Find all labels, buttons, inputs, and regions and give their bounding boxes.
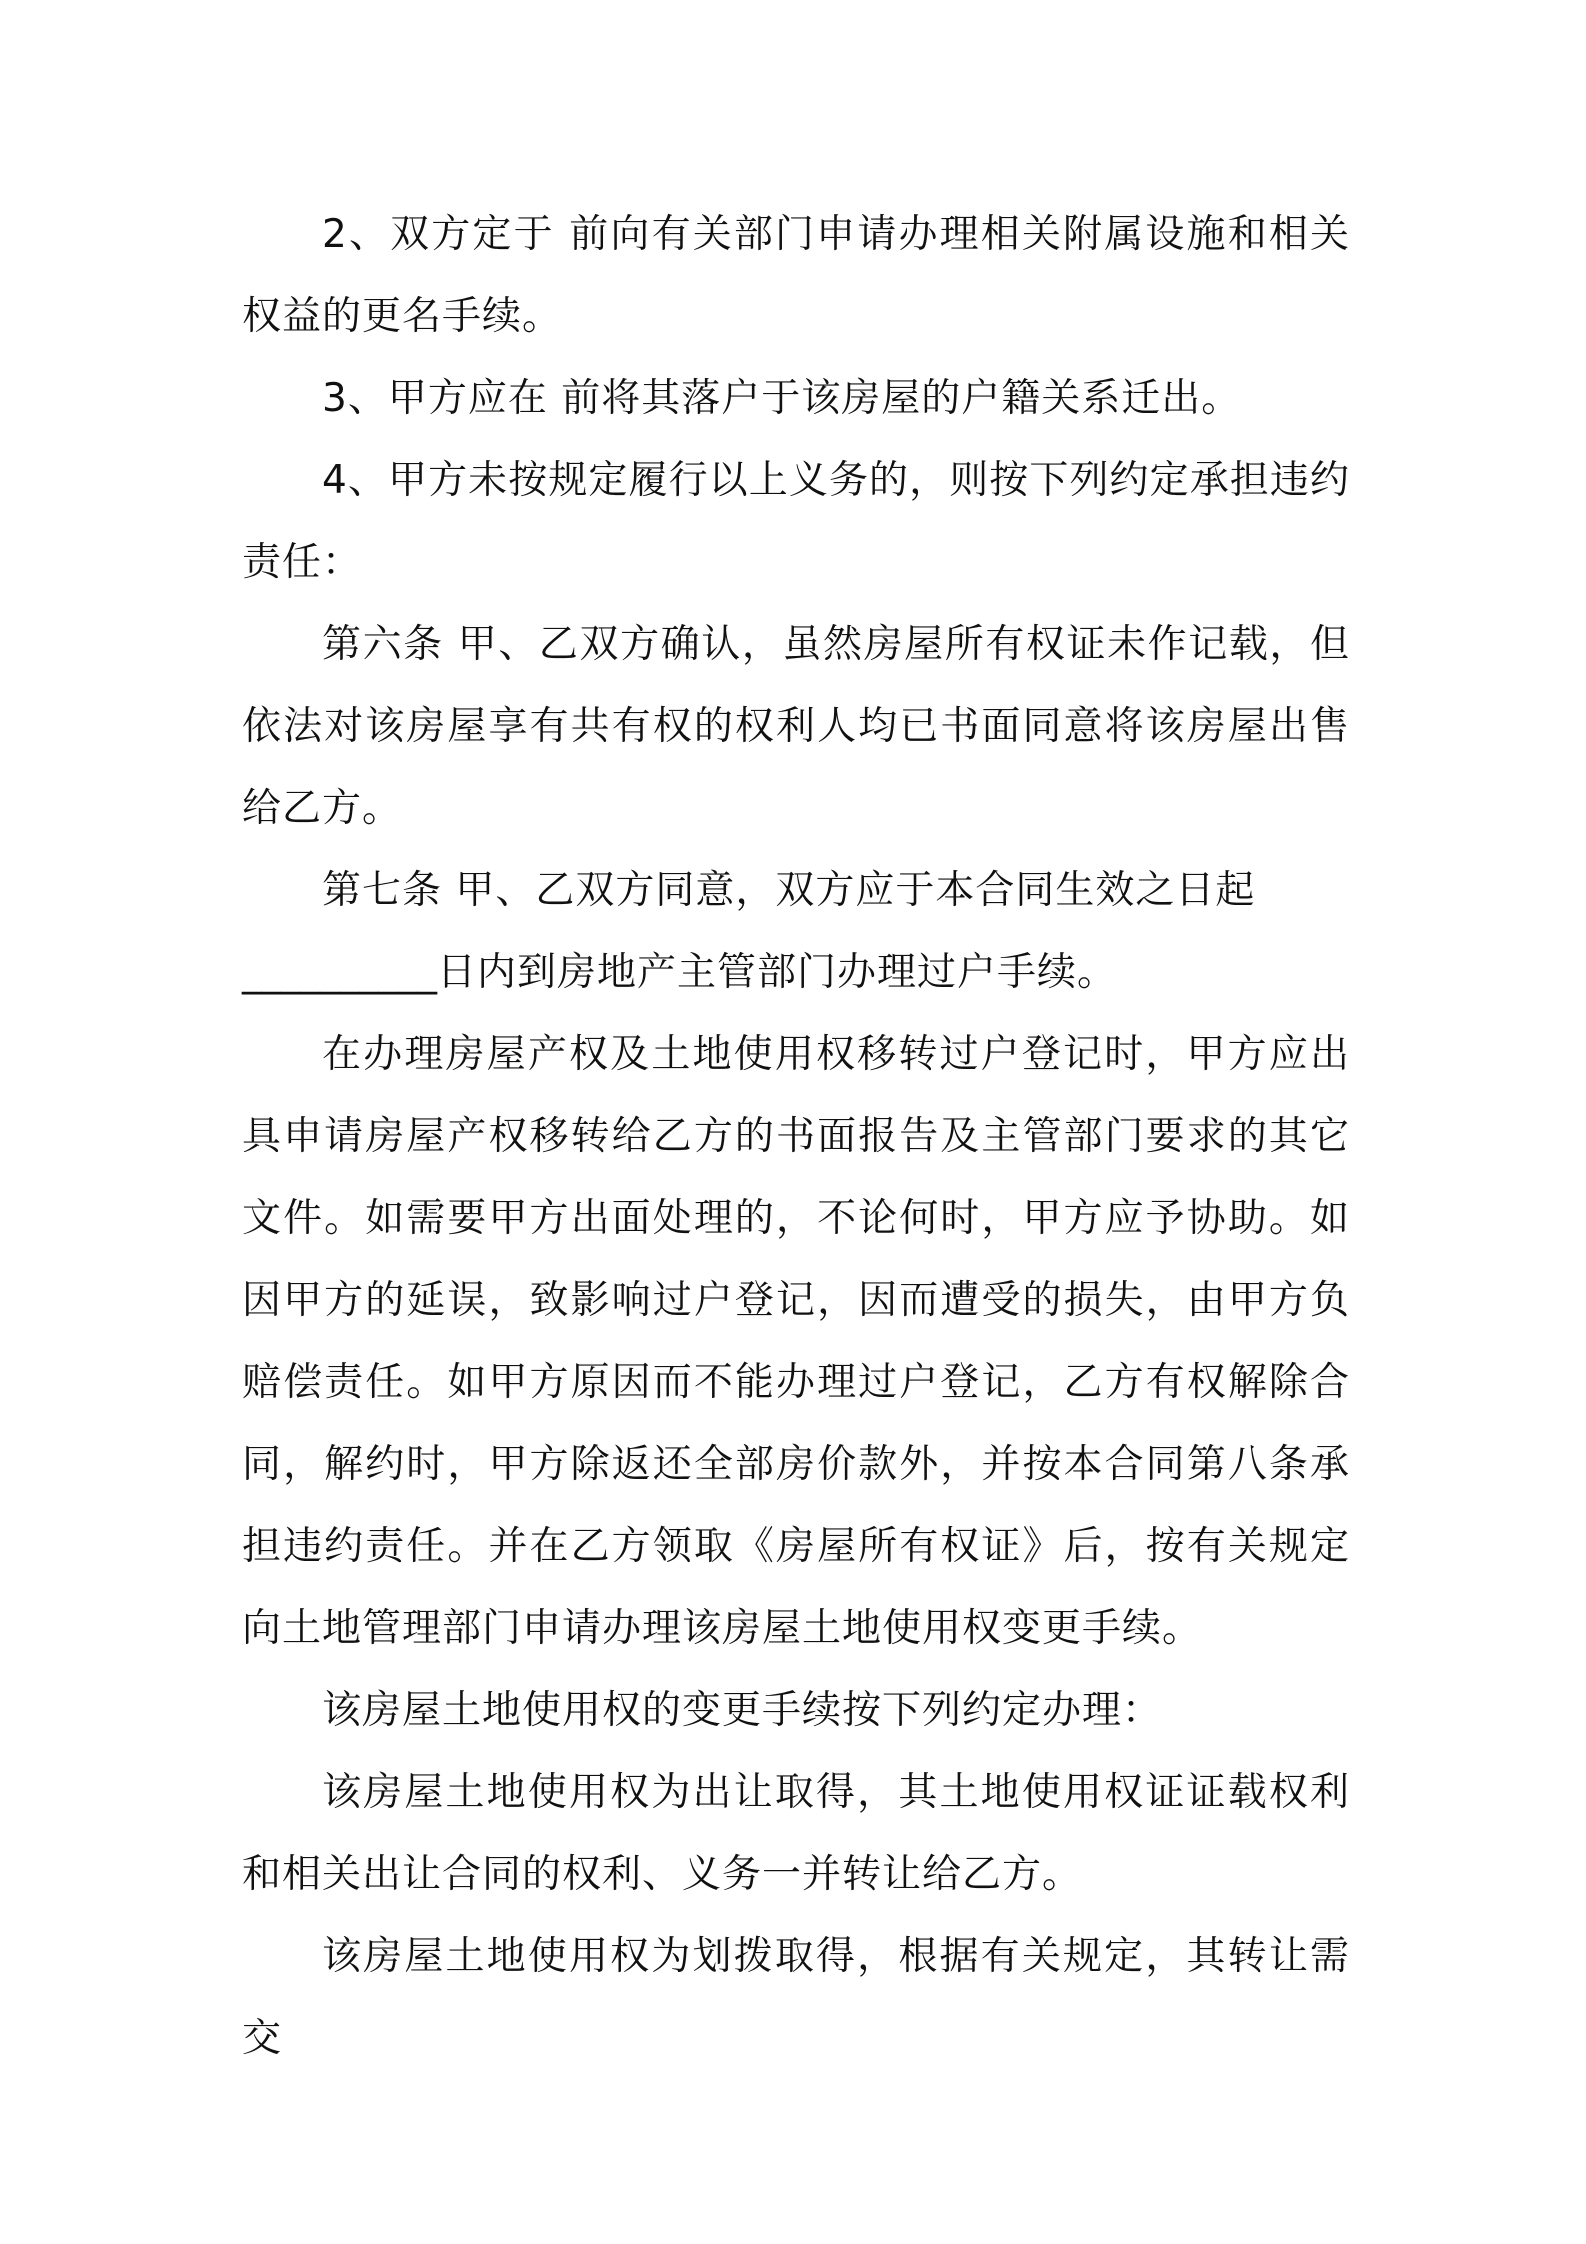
clause-3-paragraph: 3、甲方应在 前将其落户于该房屋的户籍关系迁出。 (322, 376, 1242, 421)
article-6-paragraph: 第六条 甲、乙双方确认，虽然房屋所有权证未作记载，但依法对该房屋享有共有权的权利人均已书面同意将该房屋出售给乙方。 (242, 622, 1350, 831)
clause-2-paragraph: 2、双方定于 前向有关部门申请办理相关附属设施和相关权益的更名手续。 (242, 212, 1350, 339)
article-7-blank-line (242, 932, 1350, 1014)
contract-body (242, 194, 1350, 2080)
fill-in-blank: __________ (242, 950, 437, 995)
transfer-registration-paragraph: 在办理房屋产权及土地使用权移转过户登记时，甲方应出具申请房屋产权移转给乙方的书面报告及主管部门要求的其它文件。如需要甲方出面处理的，不论何时，甲方应予协助。如因甲方的延误，致影响过户登记，因而遭受的损失，由甲方负赔偿责任。如甲方原因而不能办理过户登记，乙方有权解除合同，解约时，甲方除返还全部房价款外，并按本合同第八条承担违约责任。并在乙方领取《房屋所有权证》后，按有关规定向土地管理部门申请办理该房屋土地使用权变更手续。 (242, 1032, 1350, 1651)
land-use-change-paragraph: 该房屋土地使用权的变更手续按下列约定办理： (322, 1688, 1163, 1733)
land-use-allocation-paragraph: 该房屋土地使用权为划拨取得，根据有关规定，其转让需交 (242, 1934, 1350, 2061)
land-use-transfer-paragraph: 该房屋土地使用权为出让取得，其土地使用权证证载权利和相关出让合同的权利、义务一并转让给乙方。 (242, 1770, 1350, 1897)
article-7-paragraph: 第七条 甲、乙双方同意，双方应于本合同生效之日起 (322, 868, 1256, 913)
clause-4-paragraph: 4、甲方未按规定履行以上义务的，则按下列约定承担违约责任： (242, 458, 1350, 585)
article-7-continuation: 日内到房地产主管部门办理过户手续。 (437, 950, 1118, 995)
